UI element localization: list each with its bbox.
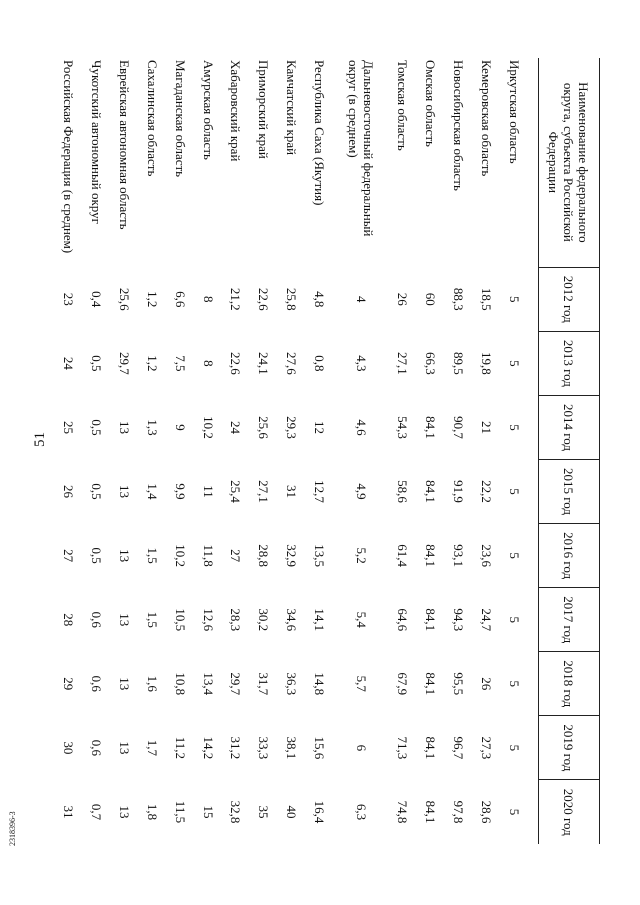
value-cell: 5 xyxy=(506,744,522,752)
value-cell: 84,1 xyxy=(423,544,439,567)
value-cell: 1,4 xyxy=(145,483,161,500)
value-cell: 28,6 xyxy=(478,800,494,824)
table-row xyxy=(139,58,167,844)
value-cell: 13 xyxy=(117,613,133,627)
value-cell: 10,2 xyxy=(172,544,188,567)
value-cell: 91,9 xyxy=(450,480,466,503)
value-cell: 29,7 xyxy=(117,352,133,375)
value-cell: 84,1 xyxy=(423,800,439,824)
value-cell: 84,1 xyxy=(423,736,439,760)
value-cell: 28,8 xyxy=(256,544,272,567)
value-cell: 31 xyxy=(284,485,300,499)
region-name-cell: Сахалинская область xyxy=(145,60,161,177)
value-cell: 34,6 xyxy=(284,608,300,632)
value-cell: 18,5 xyxy=(478,287,494,311)
value-cell: 84,1 xyxy=(423,672,439,696)
value-cell: 9 xyxy=(172,424,188,431)
value-cell: 40 xyxy=(284,805,300,819)
region-name-cell: Чукотский автономный округ xyxy=(89,60,105,224)
value-cell: 89,5 xyxy=(450,352,466,375)
region-name-cell: Томская область xyxy=(395,60,411,151)
value-cell: 25 xyxy=(61,420,77,434)
value-cell: 1,5 xyxy=(145,611,161,628)
value-cell: 14,1 xyxy=(311,608,327,632)
table-row xyxy=(55,58,83,844)
rotated-table-container xyxy=(55,58,600,844)
header-year: 2018 год xyxy=(539,652,600,716)
table-row xyxy=(445,58,473,844)
value-cell: 5,2 xyxy=(353,547,369,564)
value-cell: 5,7 xyxy=(353,675,369,692)
value-cell: 6 xyxy=(353,744,369,752)
value-cell: 8 xyxy=(200,296,216,303)
value-cell: 10,5 xyxy=(172,608,188,632)
value-cell: 6,3 xyxy=(353,803,369,821)
value-cell: 1,6 xyxy=(145,675,161,692)
value-cell: 1,8 xyxy=(145,803,161,821)
value-cell: 12 xyxy=(311,420,327,434)
value-cell: 11,2 xyxy=(172,736,188,759)
value-cell: 5 xyxy=(506,360,522,367)
value-cell: 25,4 xyxy=(228,480,244,503)
table-row xyxy=(305,58,333,844)
table-row xyxy=(417,58,445,844)
value-cell: 0,5 xyxy=(89,547,105,564)
value-cell: 88,3 xyxy=(450,287,466,311)
value-cell: 5 xyxy=(506,616,522,623)
value-cell: 13,4 xyxy=(200,672,216,696)
document-code: 2318396-3 xyxy=(8,811,17,846)
value-cell: 24,7 xyxy=(478,608,494,632)
region-name-cell: Камчатский край xyxy=(284,60,300,156)
value-cell: 19,8 xyxy=(478,352,494,375)
value-cell: 26 xyxy=(395,292,411,306)
value-cell: 1,2 xyxy=(145,355,161,372)
value-cell: 13 xyxy=(117,805,133,819)
table-row xyxy=(250,58,278,844)
value-cell: 0,6 xyxy=(89,739,105,756)
header-year: 2020 год xyxy=(539,780,600,844)
value-cell: 4 xyxy=(353,296,369,303)
value-cell: 15,6 xyxy=(311,736,327,760)
value-cell: 6,6 xyxy=(172,291,188,308)
value-cell: 7,5 xyxy=(172,355,188,372)
value-cell: 15 xyxy=(200,805,216,819)
table-row xyxy=(222,58,250,844)
value-cell: 0,5 xyxy=(89,355,105,372)
value-cell: 74,8 xyxy=(395,800,411,824)
header-year: 2013 год xyxy=(539,331,600,395)
value-cell: 28 xyxy=(61,613,77,627)
table-row xyxy=(166,58,194,844)
value-cell: 27 xyxy=(228,549,244,563)
value-cell: 13 xyxy=(117,420,133,434)
value-cell: 5 xyxy=(506,296,522,303)
value-cell: 24 xyxy=(228,420,244,434)
table-row xyxy=(500,58,528,844)
value-cell: 11,5 xyxy=(172,800,188,824)
value-cell: 22,6 xyxy=(228,352,244,375)
value-cell: 29,7 xyxy=(228,672,244,696)
value-cell: 22,6 xyxy=(256,287,272,311)
table-row xyxy=(389,58,417,844)
region-name-cell: Амурская область xyxy=(200,60,216,160)
value-cell: 66,3 xyxy=(423,352,439,375)
value-cell: 4,3 xyxy=(353,355,369,372)
value-cell: 4,6 xyxy=(353,419,369,436)
value-cell: 61,4 xyxy=(395,544,411,567)
value-cell: 30,2 xyxy=(256,608,272,632)
header-year: 2015 год xyxy=(539,460,600,524)
value-cell: 13,5 xyxy=(311,544,327,567)
value-cell: 12,6 xyxy=(200,608,216,632)
value-cell: 27,3 xyxy=(478,736,494,760)
region-name-cell: Республика Саха (Якутия) xyxy=(311,60,327,206)
value-cell: 96,7 xyxy=(450,736,466,760)
region-name-cell: Омская область xyxy=(423,60,439,147)
value-cell: 14,2 xyxy=(200,736,216,760)
value-cell: 84,1 xyxy=(423,480,439,503)
value-cell: 1,3 xyxy=(145,419,161,436)
value-cell: 24 xyxy=(61,356,77,370)
value-cell: 29 xyxy=(61,677,77,691)
value-cell: 26 xyxy=(478,677,494,691)
value-cell: 23 xyxy=(61,292,77,306)
value-cell: 25,6 xyxy=(117,287,133,311)
value-cell: 0,4 xyxy=(89,291,105,308)
value-cell: 24,1 xyxy=(256,352,272,375)
value-cell: 58,6 xyxy=(395,480,411,503)
value-cell: 0,6 xyxy=(89,675,105,692)
value-cell: 13 xyxy=(117,741,133,755)
value-cell: 64,6 xyxy=(395,608,411,632)
value-cell: 21,2 xyxy=(228,287,244,311)
value-cell: 22,2 xyxy=(478,480,494,503)
value-cell: 9,9 xyxy=(172,483,188,500)
value-cell: 4,8 xyxy=(311,291,327,308)
value-cell: 67,9 xyxy=(395,672,411,696)
header-year: 2014 год xyxy=(539,395,600,459)
value-cell: 30 xyxy=(61,741,77,755)
value-cell: 13 xyxy=(117,549,133,563)
value-cell: 5 xyxy=(506,808,522,816)
header-year: 2012 год xyxy=(539,267,600,331)
value-cell: 1,2 xyxy=(145,291,161,308)
value-cell: 38,1 xyxy=(284,736,300,760)
value-cell: 31,2 xyxy=(228,736,244,760)
region-name-cell: Иркутская область xyxy=(506,60,522,164)
value-cell: 97,8 xyxy=(450,800,466,824)
value-cell: 0,5 xyxy=(89,419,105,436)
value-cell: 5,4 xyxy=(353,611,369,628)
value-cell: 0,6 xyxy=(89,611,105,628)
value-cell: 32,9 xyxy=(284,544,300,567)
value-cell: 27 xyxy=(61,549,77,563)
value-cell: 27,1 xyxy=(395,352,411,375)
value-cell: 13 xyxy=(117,485,133,499)
value-cell: 54,3 xyxy=(395,416,411,439)
table-row xyxy=(472,58,500,844)
value-cell: 27,1 xyxy=(256,480,272,503)
value-cell: 25,6 xyxy=(256,416,272,439)
table-row xyxy=(111,58,139,844)
value-cell: 32,8 xyxy=(228,800,244,824)
value-cell: 93,1 xyxy=(450,544,466,567)
value-cell: 16,4 xyxy=(311,800,327,824)
data-table xyxy=(55,58,600,844)
value-cell: 60 xyxy=(423,292,439,306)
value-cell: 10,2 xyxy=(200,416,216,439)
value-cell: 5 xyxy=(506,680,522,688)
value-cell: 33,3 xyxy=(256,736,272,760)
value-cell: 25,8 xyxy=(284,287,300,311)
table-row xyxy=(333,58,389,844)
value-cell: 8 xyxy=(200,360,216,367)
value-cell: 1,5 xyxy=(145,547,161,564)
value-cell: 26 xyxy=(61,485,77,499)
value-cell: 5 xyxy=(506,552,522,559)
value-cell: 21 xyxy=(478,420,494,434)
value-cell: 5 xyxy=(506,424,522,431)
table-body xyxy=(55,58,539,844)
value-cell: 4,9 xyxy=(353,483,369,500)
header-year: 2016 год xyxy=(539,524,600,588)
value-cell: 5 xyxy=(506,488,522,495)
value-cell: 84,1 xyxy=(423,416,439,439)
value-cell: 13 xyxy=(117,677,133,691)
value-cell: 90,7 xyxy=(450,416,466,439)
value-cell: 28,3 xyxy=(228,608,244,632)
table-header-row xyxy=(539,58,600,844)
table-row xyxy=(83,58,111,844)
region-name-cell: Новосибирская область xyxy=(450,60,466,191)
value-cell: 11,8 xyxy=(200,544,216,567)
value-cell: 11 xyxy=(200,485,216,498)
spacer-row xyxy=(528,58,539,844)
value-cell: 94,3 xyxy=(450,608,466,632)
header-year: 2019 год xyxy=(539,716,600,780)
value-cell: 71,3 xyxy=(395,736,411,760)
region-name-cell: Приморский край xyxy=(256,60,272,159)
header-region-name: Наименование федерального округа, субъекта Российской Федерации xyxy=(539,58,600,267)
value-cell: 0,5 xyxy=(89,483,105,500)
value-cell: 35 xyxy=(256,805,272,819)
region-name-cell: Еврейская автономная область xyxy=(117,60,133,230)
region-name-cell: Магаданская область xyxy=(172,60,188,178)
value-cell: 1,7 xyxy=(145,739,161,756)
value-cell: 0,8 xyxy=(311,355,327,372)
value-cell: 10,8 xyxy=(172,672,188,696)
value-cell: 95,5 xyxy=(450,672,466,696)
value-cell: 27,6 xyxy=(284,352,300,375)
header-year: 2017 год xyxy=(539,588,600,652)
value-cell: 36,3 xyxy=(284,672,300,696)
region-name-cell: Российская Федерация (в среднем) xyxy=(61,60,77,254)
value-cell: 0,7 xyxy=(89,803,105,821)
value-cell: 29,3 xyxy=(284,416,300,439)
value-cell: 84,1 xyxy=(423,608,439,632)
table-row xyxy=(194,58,222,844)
region-name-cell: Кемеровская область xyxy=(478,60,494,177)
value-cell: 31,7 xyxy=(256,672,272,696)
value-cell: 23,6 xyxy=(478,544,494,567)
value-cell: 12,7 xyxy=(311,480,327,503)
value-cell: 31 xyxy=(61,805,77,819)
page-number: 51 xyxy=(32,432,48,447)
table-row xyxy=(278,58,306,844)
region-name-cell: Дальневосточный федеральный округ (в среднем) xyxy=(346,60,377,237)
region-name-cell: Хабаровский край xyxy=(228,60,244,162)
value-cell: 14,8 xyxy=(311,672,327,696)
